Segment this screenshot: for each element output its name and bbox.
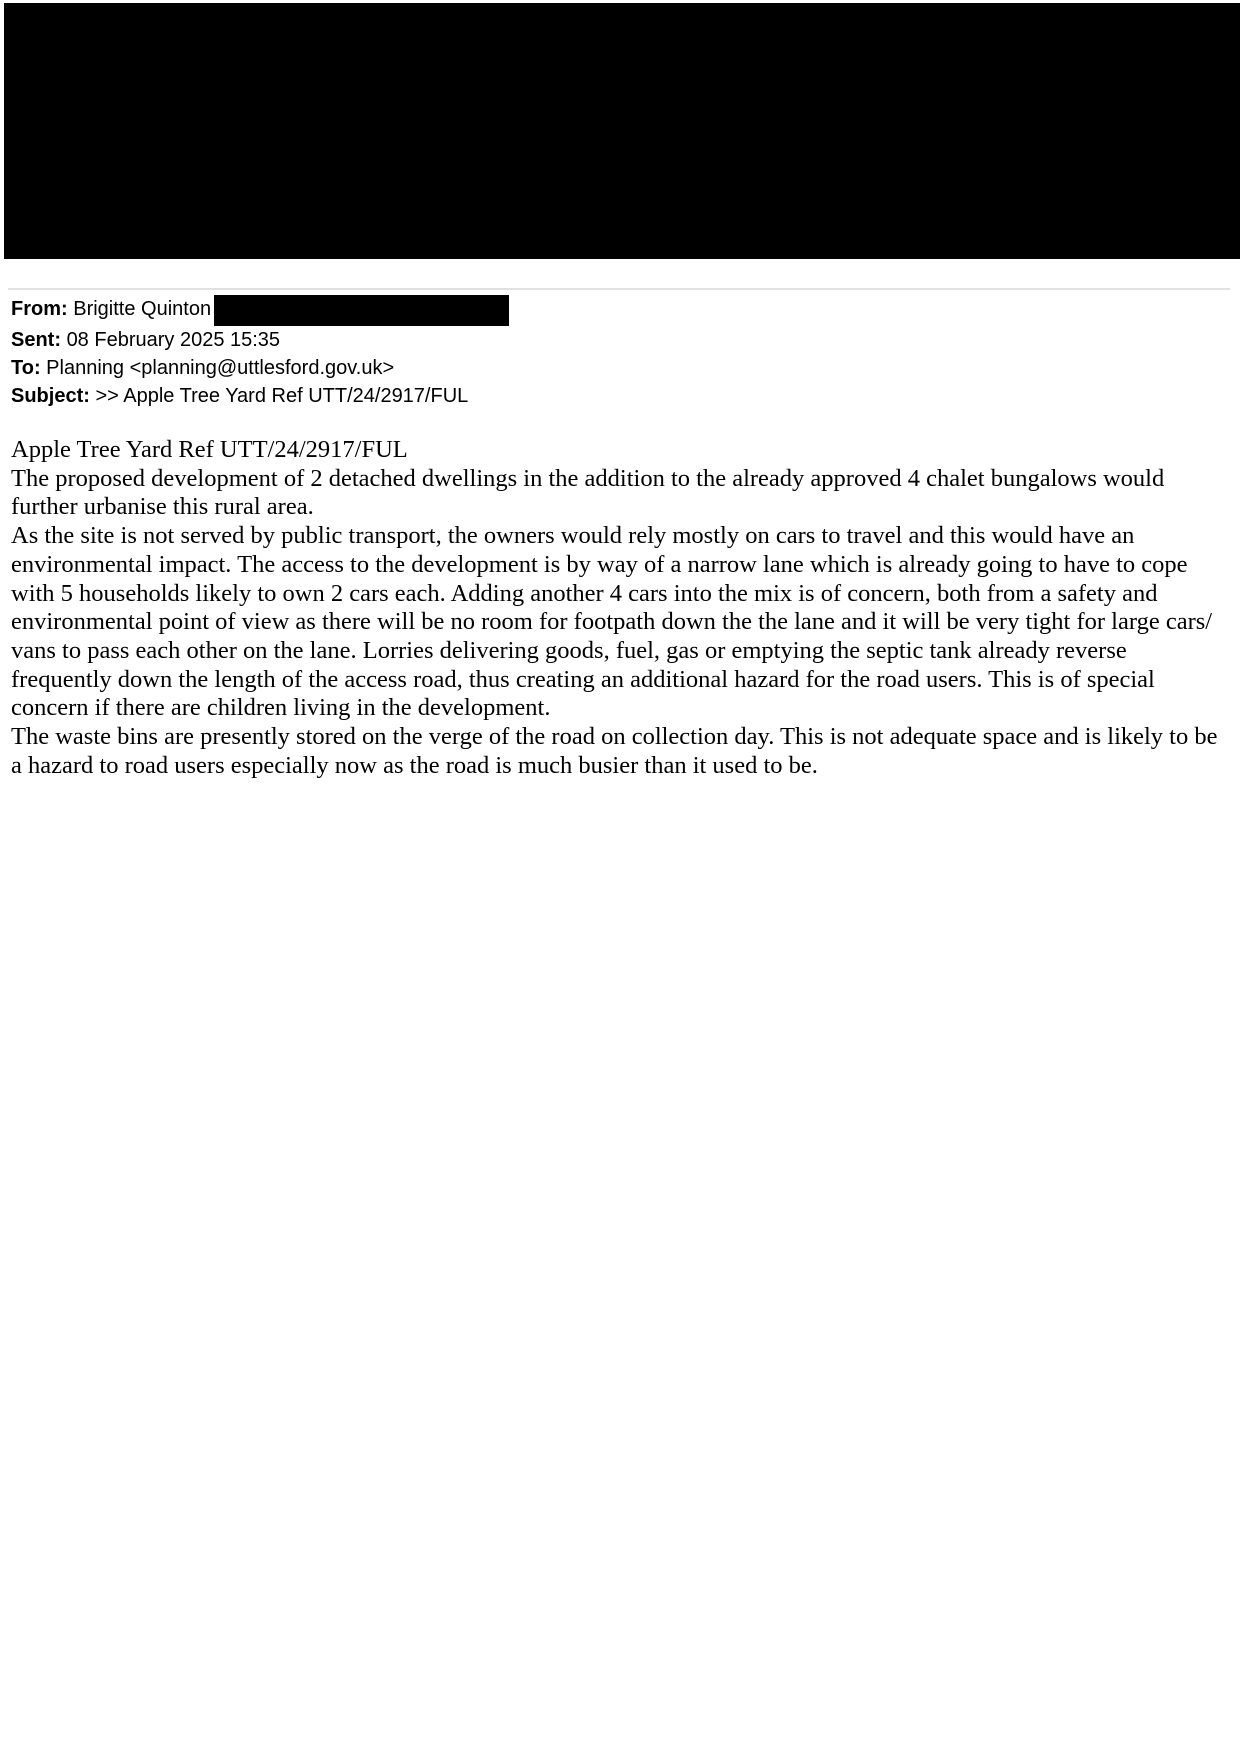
to-label: To: [11,357,41,379]
subject-label: Subject: [11,385,90,407]
subject-line [11,382,509,410]
subject-value: >> Apple Tree Yard Ref UTT/24/2917/FUL [95,385,469,407]
body-reference-line: Apple Tree Yard Ref UTT/24/2917/FUL [11,436,408,463]
from-value: Brigitte Quinton [73,298,212,320]
redaction-block-email [214,295,509,326]
sent-label: Sent: [11,329,61,351]
to-value: Planning <planning@uttlesford.gov.uk> [46,357,395,379]
email-header [11,295,509,410]
redaction-block-top [4,3,1240,259]
from-line [11,295,509,326]
sent-line [11,326,509,354]
header-divider [8,288,1230,290]
body-paragraph: As the site is not served by public transport, the owners would rely mostly on cars to travel and this would have an environmental impact. The access to the development is by way of a narrow lane which is already going to have to cope with 5 households likely to own 2 cars each. Adding another 4 cars into the mix is of concern, both from a safety and environmental point of view as there will be no room for footpath down the the lane and it will be very tight for large cars/ vans to pass each other on the lane. Lorries delivering goods, fuel, gas or emptying the septic tank already reverse frequently down the length of the access road, thus creating an additional hazard for the road users. This is of special concern if there are children living in the development. [11,522,1213,722]
body-paragraph: The waste bins are presently stored on the verge of the road on collection day. This is not adequate space and is likely to be a hazard to road users especially now as the road is much busier than it used to be. [11,723,1218,779]
email-body [11,436,1226,780]
body-paragraph: The proposed development of 2 detached dwellings in the addition to the already approved 4 chalet bungalows would further urbanise this rural area. [11,464,1165,521]
from-label: From: [11,298,68,320]
to-line [11,354,509,382]
sent-value: 08 February 2025 15:35 [66,329,281,351]
